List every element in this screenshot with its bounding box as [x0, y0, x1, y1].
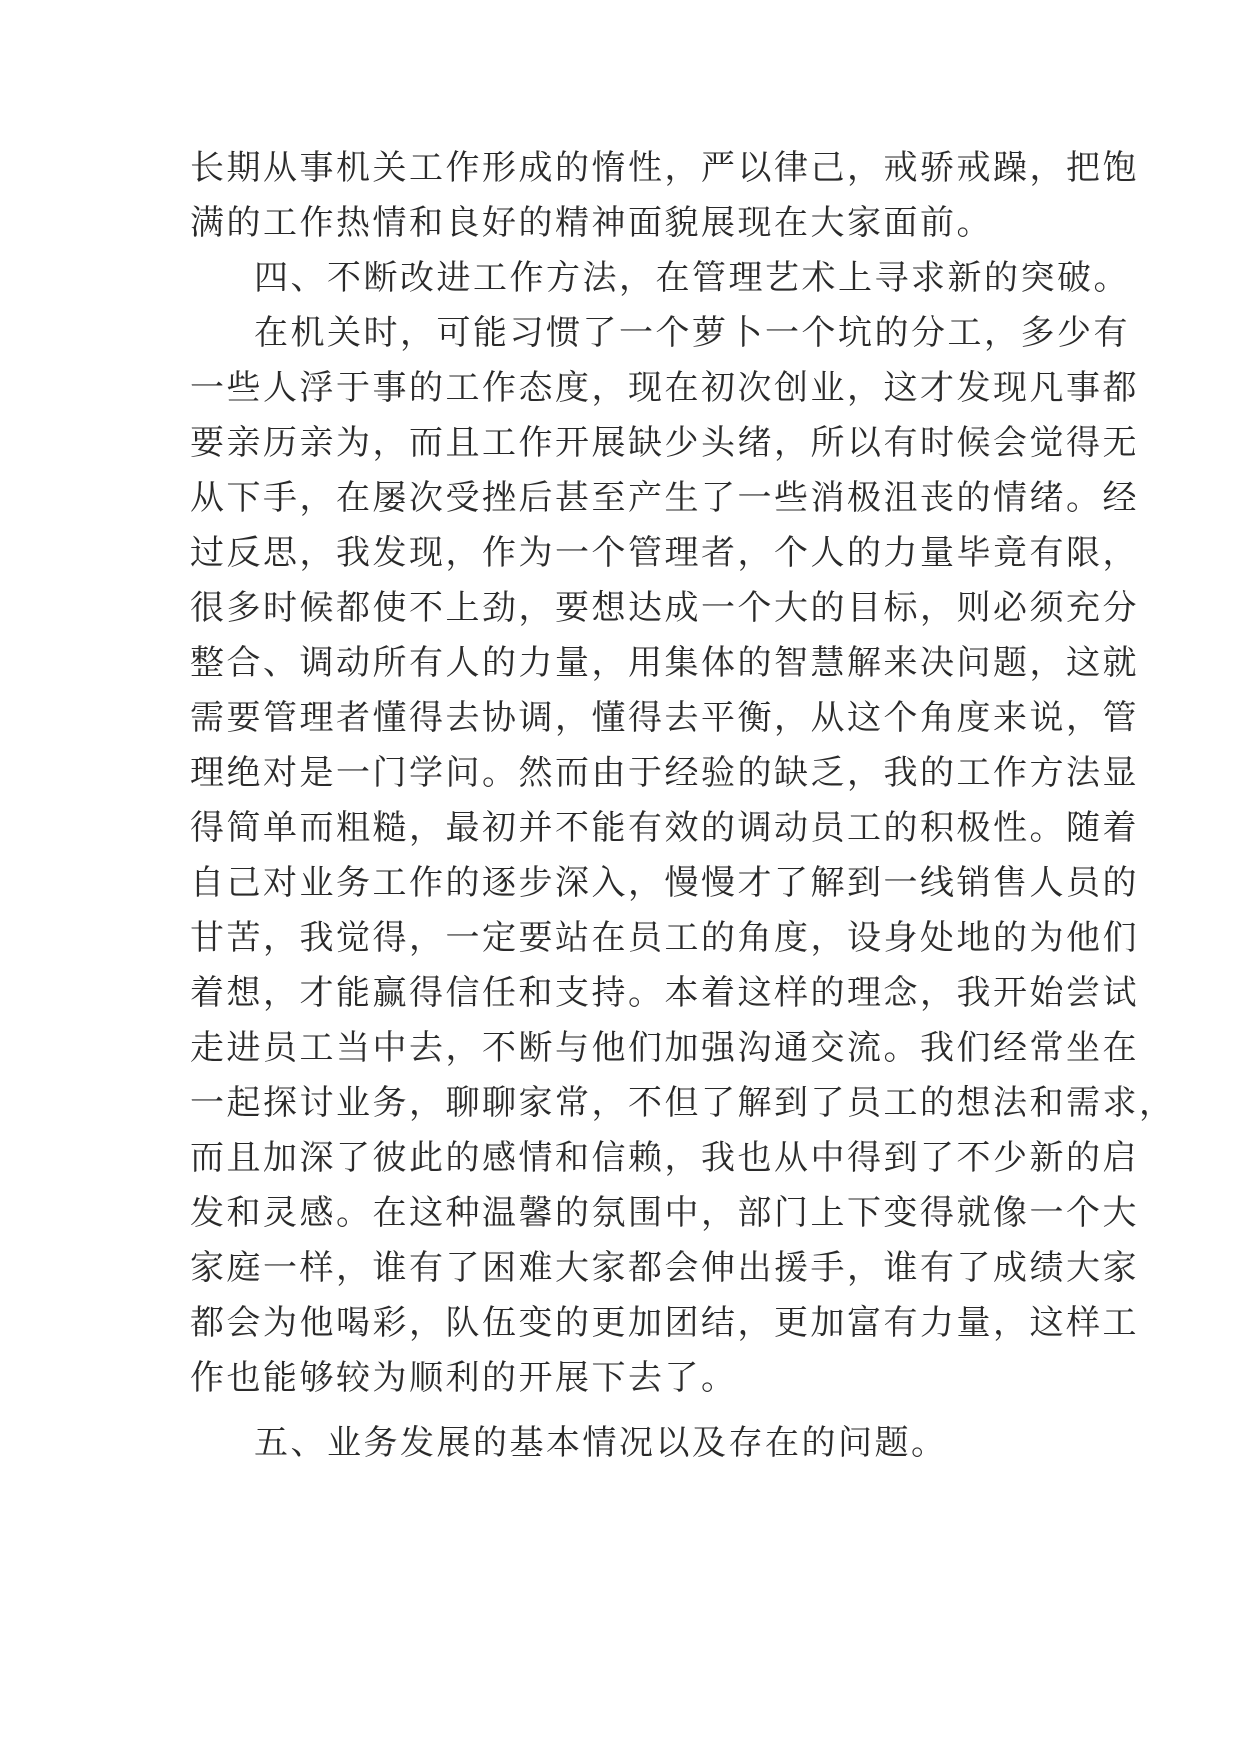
text-line-6: 要亲历亲为，而且工作开展缺少头绪，所以有时候会觉得无	[190, 423, 1139, 463]
text-line-23: 作也能够较为顺利的开展下去了。	[190, 1358, 738, 1398]
text-line-14: 自己对业务工作的逐步深入，慢慢才了解到一线销售人员的	[190, 863, 1139, 903]
text-line-1: 长期从事机关工作形成的惰性，严以律己，戒骄戒躁，把饱	[190, 148, 1139, 188]
text-line-15: 甘苦，我觉得，一定要站在员工的角度，设身处地的为他们	[190, 918, 1139, 958]
text-line-18: 一起探讨业务，聊聊家常，不但了解到了员工的想法和需求，	[190, 1083, 1176, 1123]
section-heading-4: 四、不断改进工作方法，在管理艺术上寻求新的突破。	[254, 258, 1130, 298]
text-line-7: 从下手，在屡次受挫后甚至产生了一些消极沮丧的情绪。经	[190, 478, 1139, 518]
text-line-12: 理绝对是一门学问。然而由于经验的缺乏，我的工作方法显	[190, 753, 1139, 793]
text-line-4: 在机关时，可能习惯了一个萝卜一个坑的分工，多少有	[254, 313, 1130, 353]
text-line-10: 整合、调动所有人的力量，用集体的智慧解来决问题，这就	[190, 643, 1139, 683]
text-line-8: 过反思，我发现，作为一个管理者，个人的力量毕竟有限，	[190, 533, 1139, 573]
text-line-20: 发和灵感。在这种温馨的氛围中，部门上下变得就像一个大	[190, 1193, 1139, 1233]
text-line-5: 一些人浮于事的工作态度，现在初次创业，这才发现凡事都	[190, 368, 1139, 408]
text-line-21: 家庭一样，谁有了困难大家都会伸出援手，谁有了成绩大家	[190, 1248, 1139, 1288]
text-line-16: 着想，才能赢得信任和支持。本着这样的理念，我开始尝试	[190, 973, 1139, 1013]
text-line-22: 都会为他喝彩，队伍变的更加团结，更加富有力量，这样工	[190, 1303, 1139, 1343]
text-line-13: 得简单而粗糙，最初并不能有效的调动员工的积极性。随着	[190, 808, 1139, 848]
text-line-2: 满的工作热情和良好的精神面貌展现在大家面前。	[190, 203, 993, 243]
text-line-11: 需要管理者懂得去协调，懂得去平衡，从这个角度来说，管	[190, 698, 1139, 738]
text-line-17: 走进员工当中去，不断与他们加强沟通交流。我们经常坐在	[190, 1028, 1139, 1068]
text-line-19: 而且加深了彼此的感情和信赖，我也从中得到了不少新的启	[190, 1138, 1139, 1178]
section-heading-5: 五、业务发展的基本情况以及存在的问题。	[254, 1423, 948, 1463]
text-line-9: 很多时候都使不上劲，要想达成一个大的目标，则必须充分	[190, 588, 1139, 628]
